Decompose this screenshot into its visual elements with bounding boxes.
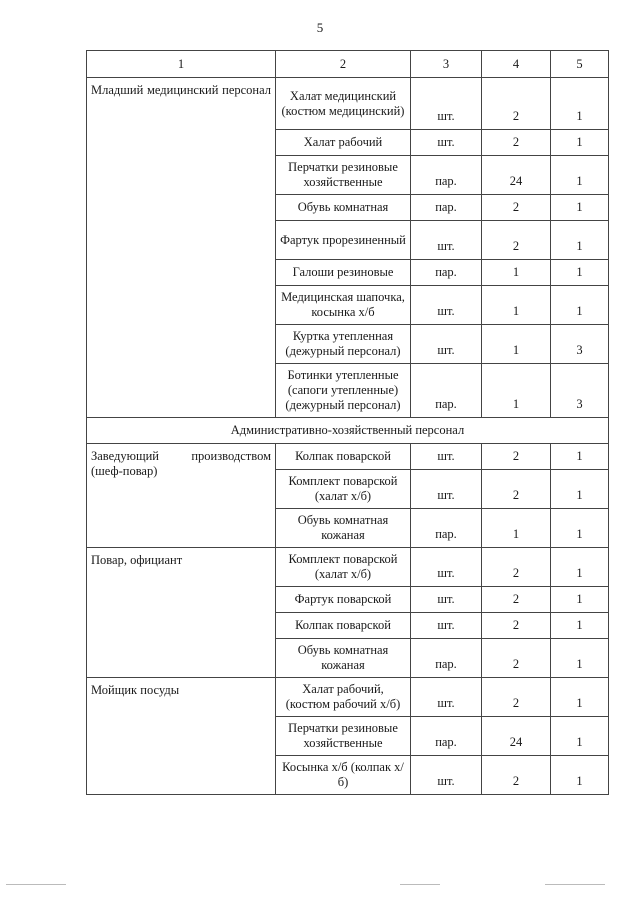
item-cell: Фартук прорезиненный bbox=[276, 221, 411, 260]
unit-cell: пар. bbox=[411, 717, 482, 756]
years-cell: 1 bbox=[551, 286, 609, 325]
unit-cell: шт. bbox=[411, 130, 482, 156]
item-cell: Колпак поварской bbox=[276, 444, 411, 470]
years-cell: 1 bbox=[551, 78, 609, 130]
unit-cell: шт. bbox=[411, 613, 482, 639]
item-cell: Куртка утепленная (дежурный персонал) bbox=[276, 325, 411, 364]
column-header: 3 bbox=[411, 51, 482, 78]
quantity-cell: 1 bbox=[482, 260, 551, 286]
quantity-cell: 1 bbox=[482, 509, 551, 548]
table-row bbox=[87, 678, 609, 717]
position-cell: Младший медицинский персонал bbox=[87, 78, 276, 418]
table-row bbox=[87, 78, 609, 130]
table-row bbox=[87, 548, 609, 587]
quantity-cell: 24 bbox=[482, 156, 551, 195]
item-cell: Комплект поварской (халат х/б) bbox=[276, 548, 411, 587]
item-cell: Обувь комнатная bbox=[276, 195, 411, 221]
scan-artifact-line bbox=[545, 884, 605, 885]
quantity-cell: 2 bbox=[482, 639, 551, 678]
quantity-cell: 2 bbox=[482, 613, 551, 639]
item-cell: Косынка х/б (колпак х/б) bbox=[276, 756, 411, 795]
quantity-cell: 24 bbox=[482, 717, 551, 756]
header-row bbox=[87, 51, 609, 78]
quantity-cell: 2 bbox=[482, 470, 551, 509]
item-cell: Комплект поварской (халат х/б) bbox=[276, 470, 411, 509]
unit-cell: шт. bbox=[411, 78, 482, 130]
column-header: 4 bbox=[482, 51, 551, 78]
years-cell: 3 bbox=[551, 325, 609, 364]
item-cell: Перчатки резиновые хозяйственные bbox=[276, 717, 411, 756]
item-cell: Халат рабочий, (костюм рабочий х/б) bbox=[276, 678, 411, 717]
years-cell: 1 bbox=[551, 756, 609, 795]
position-cell: Повар, официант bbox=[87, 548, 276, 678]
item-cell: Фартук поварской bbox=[276, 587, 411, 613]
years-cell: 1 bbox=[551, 260, 609, 286]
item-cell: Галоши резиновые bbox=[276, 260, 411, 286]
unit-cell: шт. bbox=[411, 444, 482, 470]
unit-cell: шт. bbox=[411, 587, 482, 613]
column-header: 5 bbox=[551, 51, 609, 78]
table-row bbox=[87, 444, 609, 470]
years-cell: 1 bbox=[551, 678, 609, 717]
unit-cell: пар. bbox=[411, 509, 482, 548]
unit-cell: шт. bbox=[411, 221, 482, 260]
quantity-cell: 2 bbox=[482, 548, 551, 587]
years-cell: 1 bbox=[551, 509, 609, 548]
years-cell: 1 bbox=[551, 639, 609, 678]
years-cell: 1 bbox=[551, 130, 609, 156]
years-cell: 1 bbox=[551, 195, 609, 221]
quantity-cell: 2 bbox=[482, 587, 551, 613]
years-cell: 1 bbox=[551, 587, 609, 613]
item-cell: Обувь комнатная кожаная bbox=[276, 509, 411, 548]
unit-cell: шт. bbox=[411, 286, 482, 325]
unit-cell: шт. bbox=[411, 678, 482, 717]
clothing-norms-table bbox=[86, 50, 609, 795]
quantity-cell: 1 bbox=[482, 325, 551, 364]
unit-cell: пар. bbox=[411, 195, 482, 221]
item-cell: Ботинки утепленные (сапоги утепленные) (дежурный персонал) bbox=[276, 364, 411, 418]
years-cell: 1 bbox=[551, 470, 609, 509]
years-cell: 1 bbox=[551, 444, 609, 470]
unit-cell: шт. bbox=[411, 756, 482, 795]
years-cell: 1 bbox=[551, 613, 609, 639]
quantity-cell: 1 bbox=[482, 286, 551, 325]
years-cell: 3 bbox=[551, 364, 609, 418]
unit-cell: пар. bbox=[411, 639, 482, 678]
unit-cell: шт. bbox=[411, 325, 482, 364]
unit-cell: шт. bbox=[411, 470, 482, 509]
unit-cell: пар. bbox=[411, 260, 482, 286]
section-row bbox=[87, 418, 609, 444]
scan-artifact-line bbox=[6, 884, 66, 885]
section-title: Административно-хозяйственный персонал bbox=[87, 418, 609, 444]
column-header: 1 bbox=[87, 51, 276, 78]
item-cell: Перчатки резиновые хозяйственные bbox=[276, 156, 411, 195]
item-cell: Колпак поварской bbox=[276, 613, 411, 639]
quantity-cell: 2 bbox=[482, 221, 551, 260]
quantity-cell: 2 bbox=[482, 756, 551, 795]
item-cell: Халат рабочий bbox=[276, 130, 411, 156]
item-cell: Обувь комнатная кожаная bbox=[276, 639, 411, 678]
years-cell: 1 bbox=[551, 717, 609, 756]
item-cell: Халат медицинский (костюм медицинский) bbox=[276, 78, 411, 130]
quantity-cell: 2 bbox=[482, 444, 551, 470]
unit-cell: пар. bbox=[411, 364, 482, 418]
years-cell: 1 bbox=[551, 156, 609, 195]
unit-cell: пар. bbox=[411, 156, 482, 195]
item-cell: Медицинская шапочка, косынка х/б bbox=[276, 286, 411, 325]
quantity-cell: 2 bbox=[482, 678, 551, 717]
unit-cell: шт. bbox=[411, 548, 482, 587]
years-cell: 1 bbox=[551, 221, 609, 260]
years-cell: 1 bbox=[551, 548, 609, 587]
quantity-cell: 2 bbox=[482, 78, 551, 130]
column-header: 2 bbox=[276, 51, 411, 78]
quantity-cell: 1 bbox=[482, 364, 551, 418]
scan-artifact-line bbox=[400, 884, 440, 885]
quantity-cell: 2 bbox=[482, 130, 551, 156]
position-cell: Заведующий производством (шеф-повар) bbox=[87, 444, 276, 548]
position-cell: Мойщик посуды bbox=[87, 678, 276, 795]
quantity-cell: 2 bbox=[482, 195, 551, 221]
page-number: 5 bbox=[316, 20, 324, 35]
